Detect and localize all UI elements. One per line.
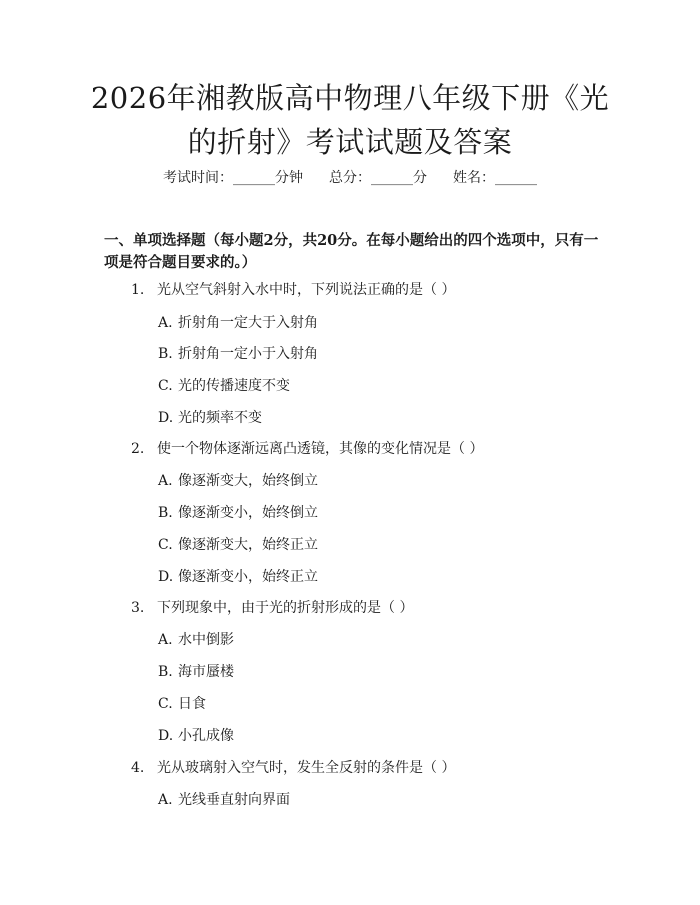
option-text: 日食 [178, 696, 206, 712]
option-text: 光的传播速度不变 [178, 378, 290, 394]
option-2b [158, 503, 318, 523]
option-text: 海市蜃楼 [178, 664, 234, 680]
option-4a [158, 790, 290, 810]
option-letter: D. [158, 569, 174, 585]
option-letter: A. [158, 792, 173, 808]
question-text: 光从玻璃射入空气时，发生全反射的条件是（ ） [157, 760, 456, 776]
option-letter: C. [158, 537, 173, 553]
option-2c [158, 535, 318, 555]
question-number: 4. [131, 760, 145, 776]
option-text: 折射角一定大于入射角 [178, 315, 318, 331]
option-letter: A. [158, 473, 173, 489]
option-letter: B. [158, 664, 173, 680]
option-letter: B. [158, 505, 173, 521]
section-heading-single-choice: 一、单项选择题（每小题2分，共20分。在每小题给出的四个选项中，只有一项是符合题目要求的。） [104, 232, 599, 271]
question-text: 使一个物体逐渐远离凸透镜，其像的变化情况是（ ） [157, 441, 484, 457]
option-text: 像逐渐变大，始终正立 [178, 537, 318, 553]
question-text: 下列现象中，由于光的折射形成的是（ ） [157, 600, 414, 616]
option-letter: D. [158, 728, 174, 744]
question-number: 2. [131, 441, 145, 457]
question-number: 3. [131, 600, 145, 616]
option-3a [158, 630, 234, 650]
option-1c [158, 376, 290, 396]
option-letter: A. [158, 632, 173, 648]
question-2 [131, 439, 483, 459]
option-1b [158, 344, 318, 364]
option-3d [158, 726, 234, 746]
option-text: 水中倒影 [178, 632, 234, 648]
question-text: 光从空气斜射入水中时，下列说法正确的是（ ） [157, 282, 456, 298]
option-1a [158, 313, 318, 333]
option-text: 像逐渐变小，始终倒立 [178, 505, 318, 521]
question-number: 1. [131, 282, 145, 298]
option-letter: B. [158, 346, 173, 362]
option-text: 折射角一定小于入射角 [178, 346, 318, 362]
document-title: 2026年湘教版高中物理八年级下册《光的折射》考试试题及答案 [90, 81, 610, 159]
total-score-field: 总分：______分 [329, 170, 427, 186]
option-2d [158, 567, 318, 587]
option-1d [158, 408, 262, 428]
option-letter: C. [158, 696, 173, 712]
question-1 [131, 280, 455, 300]
option-2a [158, 471, 318, 491]
exam-time-field: 考试时间：______分钟 [163, 170, 303, 186]
question-3 [131, 598, 413, 618]
student-name-field: 姓名：______ [453, 170, 537, 186]
option-letter: C. [158, 378, 173, 394]
option-text: 光线垂直射向界面 [178, 792, 290, 808]
question-4 [131, 758, 455, 778]
option-text: 光的频率不变 [178, 410, 262, 426]
option-text: 小孔成像 [178, 728, 234, 744]
option-text: 像逐渐变小，始终正立 [178, 569, 318, 585]
option-3b [158, 662, 234, 682]
option-3c [158, 694, 206, 714]
option-text: 像逐渐变大，始终倒立 [178, 473, 318, 489]
exam-info-line [0, 168, 700, 188]
option-letter: A. [158, 315, 173, 331]
option-letter: D. [158, 410, 174, 426]
